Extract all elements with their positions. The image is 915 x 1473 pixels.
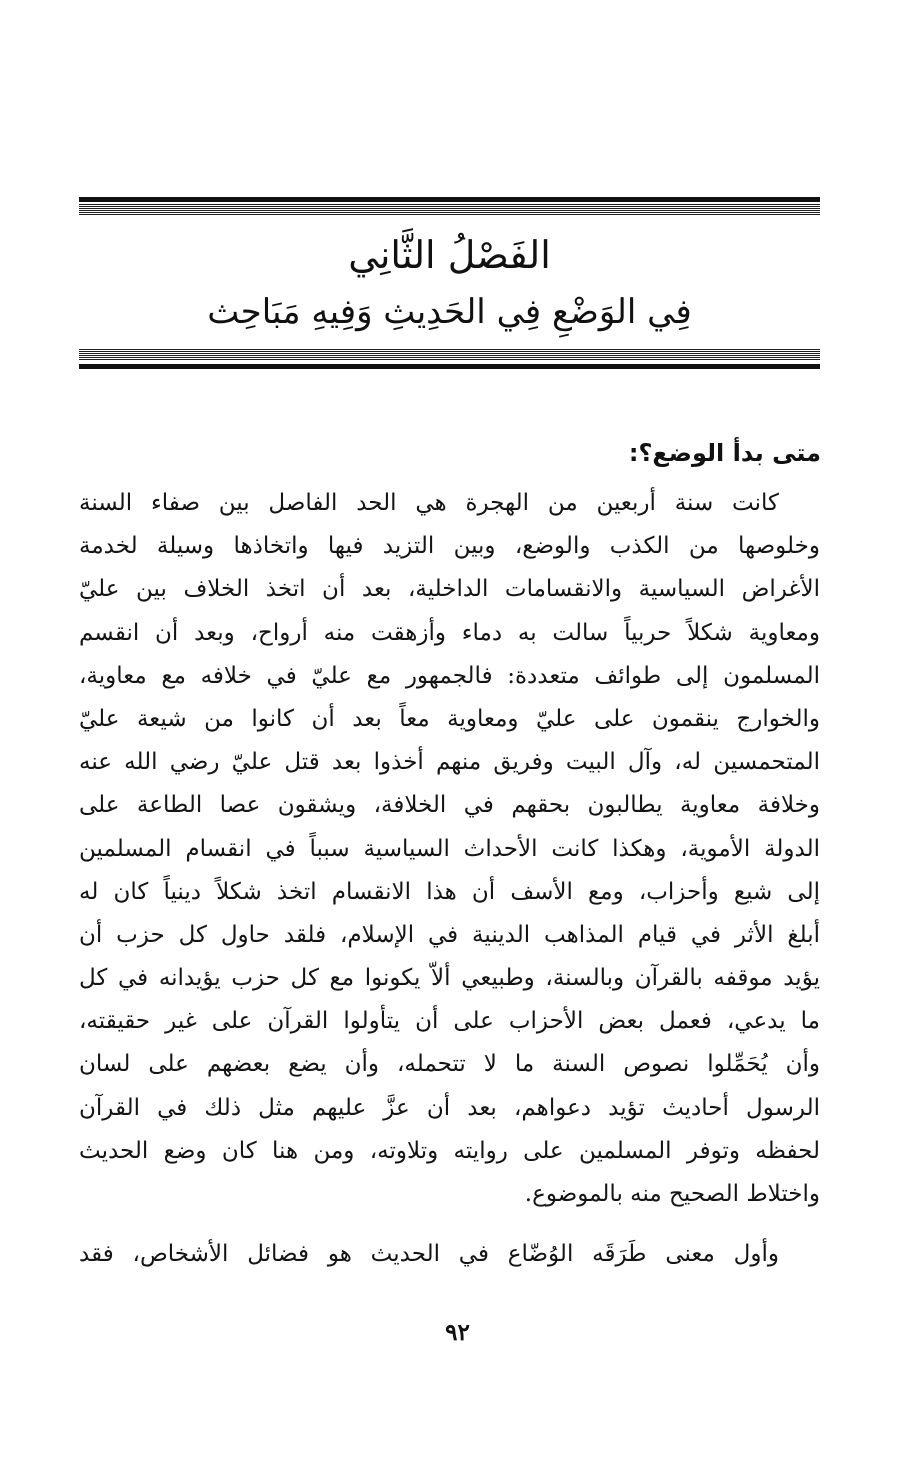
chapter-subtitle: فِي الوَضْعِ فِي الحَدِيثِ وَفِيهِ مَبَاحِث: [207, 292, 692, 332]
chapter-top-rule: [79, 197, 820, 219]
text-line: أبلغ الأثر في قيام المذاهب الدينية في الإسلام، فلقد حاول كل حزب أن: [79, 921, 820, 948]
chapter-bottom-rule: [79, 349, 820, 371]
bottom-thick-line: [79, 364, 820, 369]
text-line: واختلاط الصحيح منه بالموضوع.: [524, 1181, 820, 1207]
text-line: وخلافة معاوية يطالبون بحقهم في الخلافة، ويشقون عصا الطاعة على: [79, 792, 820, 819]
paragraph-gap: [79, 1216, 820, 1233]
top-thick-line: [79, 197, 820, 202]
section-heading: متى بدأ الوضع؟:: [628, 439, 821, 467]
text-line: الدولة الأموية، وهكذا كانت الأحداث السياسية سبباً في انقسام المسلمين: [79, 835, 820, 862]
text-line: المتحمسين له، وآل البيت وفريق منهم أخذوا بعد قتل عليّ رضي الله عنه: [79, 749, 820, 776]
text-line: وأن يُحَمِّلوا نصوص السنة ما لا تتحمله، وأن يضع بعضهم على لسان: [79, 1051, 820, 1078]
text-line: ومعاوية شكلاً حربياً سالت به دماء وأزهقت منه أرواح، وبعد أن انقسم: [79, 619, 820, 646]
text-line: لحفظه وتوفر المسلمين على روايته وتلاوته، ومن هنا كان وضع الحديث: [79, 1137, 820, 1164]
text-line: وأول معنى طَرَقَه الوُضّاع في الحديث هو فضائل الأشخاص، فقد: [79, 1241, 779, 1268]
text-line: إلى شيع وأحزاب، ومع الأسف أن هذا الانقسام اتخذ شكلاً دينياً كان له: [79, 878, 820, 905]
text-line: وخلوصها من الكذب والوضع، وبين التزيد فيها واتخاذها وسيلة لخدمة: [79, 533, 820, 560]
text-line: الأغراض السياسية والانقسامات الداخلية، بعد أن اتخذ الخلاف بين عليّ: [79, 576, 820, 603]
text-line: يؤيد موقفه بالقرآن وبالسنة، وطبيعي ألاّ يكونوا مع كل حزب يؤيدانه في كل: [79, 965, 820, 992]
text-line: المسلمون إلى طوائف متعددة: فالجمهور مع عليّ في خلافه مع معاوية،: [79, 662, 820, 689]
page-number: ٩٢: [445, 1319, 470, 1346]
text-line: كانت سنة أربعين من الهجرة هي الحد الفاصل بين صفاء السنة: [79, 490, 779, 516]
top-hatched-band: [79, 204, 820, 216]
text-line: ما يدعي، فعمل بعض الأحزاب على أن يتأولوا القرآن على غير حقيقته،: [79, 1008, 820, 1035]
text-line: والخوارج ينقمون على عليّ ومعاوية معاً بعد أن كانوا من شيعة عليّ: [79, 705, 820, 732]
body-text: [79, 482, 820, 1276]
bottom-hatched-band: [79, 349, 820, 361]
chapter-title: الفَصْلُ الثَّانِي: [348, 233, 551, 277]
text-line: الرسول أحاديث تؤيد دعواهم، بعد أن عزَّ عليهم مثل ذلك في القرآن: [79, 1094, 820, 1121]
